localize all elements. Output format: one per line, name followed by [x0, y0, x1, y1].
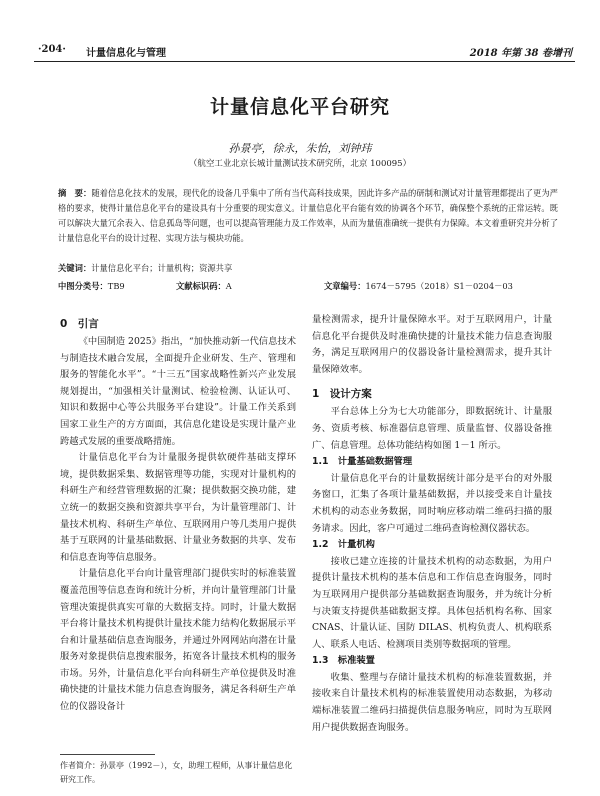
abstract-label: 摘 要： [58, 188, 92, 198]
abstract-text: 随着信息化技术的发展，现代化的设备几乎集中了所有当代高科技成果，因此许多产品的研制和测试对计量管理都提出了更为严格的要求，使得计量信息化平台的建设具有十分重要的现实意义。计量信息化平台能有效的协调各个环节，确保整个系统的正常运转。既可以解决大量冗余表入、信息孤岛等问题，也可以提高管理能力及工作效率，从而为量值准确统一提供有力保障。本文着重研究并分析了计量信息化平台的设计过程、实现方法与模块功能。 [58, 188, 558, 243]
paragraph: 收集、整理与存储计量技术机构的标准装置数据，并接收来自计量技术机构的标准装置使用动态数据，为移动端标准装置二维码扫描提供信息服务响应，同时为互联网用户提供数据查询服务。 [312, 671, 552, 733]
subsection-1-1-heading: 1.1 计量基础数据管理 [312, 456, 413, 468]
affiliation: （航空工业北京长城计量测试技术研究所，北京 100095） [188, 159, 412, 169]
section-0-heading: 0 引言 [60, 318, 99, 330]
paragraph: 平台总体上分为七大功能部分，即数据统计、计量服务、资质考核、标准器信息管理、质量监督、仪器设备推广、信息管理。总体功能结构如图 1－1 所示。 [312, 406, 552, 451]
paragraph: 接收已建立连接的计量技术机构的动态数据，为用户提供计量技术机构的基本信息和工作信息查询服务，同时为互联网用户提供部分基础数据查询服务，并为统计分析与决策支持提供基础数据支撑。具体包括机构名称、国家 CNAS、计量认证、国防 DILAS、机构负责人、机构联系人、联系人电话、检测项目类别等数据项的管理。 [312, 555, 552, 650]
abstract [58, 186, 558, 246]
article-id-value: 1674－5795（2018）S1－0204－03 [365, 281, 513, 291]
doc-code-label: 文献标识码： [176, 281, 226, 291]
subsection-1-2-heading: 1.2 计量机构 [312, 539, 375, 551]
paragraph: 计量信息化平台向计量管理部门提供实时的标准装置覆盖范围等信息查询和统计分析，并向计量管理部门计量管理决策提供真实可靠的大数据支持。同时，计量大数据平台将计量技术机构提供计量技术能力结构化数据展示平台和计量基础信息查询服务，并通过外网网站向潜在计量服务对象提供信息搜索服务，拓宽各计量技术机构的服务市场。另外，计量信息化平台向科研生产单位提供及时准确快捷的计量技术能力信息查询服务，满足各科研生产单位的仪器设备计 [60, 568, 296, 713]
article-id [324, 280, 513, 292]
footnote-rule [60, 754, 155, 755]
clc-label: 中图分类号： [58, 281, 108, 291]
doc-code-value: A [225, 281, 232, 291]
author-footnote: 作者简介：孙景亭（1992－），女，助理工程师，从事计量信息化研究工作。 [60, 761, 293, 784]
journal-issue: 2018 年第 38 卷增刊 [469, 48, 572, 59]
paragraph: 量检测需求，提升计量保障水平。对于互联网用户，计量信息化平台提供及时准确快捷的计量技术能力信息查询服务，满足互联网用户的仪器设备计量检测需求，提升其计量保障效率。 [312, 314, 552, 375]
paragraph: 《中国制造 2025》指出，“加快推动新一代信息技术与制造技术融合发展，全面提升企业研发、生产、管理和服务的智能化水平”。“十三五”国家战略性新兴产业发展规划提出，“加强相关计量测试、检验检测、认证认可、知识和数据中心等公共服务平台建设”。计量工作关系到国家工业生产的方方面面，其信息化建设是实现计量产业跨越式发展的重要战略措施。 [60, 336, 296, 447]
authors: 孙景亭，徐永，朱怡，刘钟玮 [228, 142, 372, 155]
keywords-text: 计量信息化平台；计量机构；资源共享 [91, 263, 233, 273]
right-column [312, 312, 552, 736]
left-column [60, 314, 296, 716]
clc-number [58, 280, 125, 292]
header-rule [34, 61, 575, 62]
article-title: 计量信息化平台研究 [209, 96, 390, 118]
paragraph: 计量信息化平台为计量服务提供软硬件基础支撑环境，提供数据采集、数据管理等功能，实现对计量机构的科研生产和经营管理数据的汇聚；提供数据交换功能，建立统一的数据交换和资源共享平台，为计量管理部门、计量技术机构、科研生产单位、互联网用户等几类用户提供基于互联网的计量基础数据、计量业务数据的共享、发布和信息查询等信息服务。 [60, 452, 296, 563]
document-code [176, 280, 232, 292]
subsection-1-3-heading: 1.3 标准装置 [312, 655, 375, 667]
article-id-label: 文章编号： [324, 281, 366, 291]
paragraph: 计量信息化平台的计量数据统计部分是平台的对外服务窗口，汇集了各项计量基础数据，并以接受来自计量技术机构的动态业务数据，同时响应移动端二维码扫描的服务请求。因此，客户可通过二维码查询检测仪器状态。 [312, 472, 552, 534]
keywords-label: 关键词： [58, 263, 92, 273]
page-number: ·204· [38, 44, 66, 55]
section-1-heading: 1 设计方案 [312, 388, 372, 401]
keywords [58, 262, 558, 274]
clc-value: TB9 [107, 281, 125, 291]
journal-name: 计量信息化与管理 [86, 48, 166, 59]
